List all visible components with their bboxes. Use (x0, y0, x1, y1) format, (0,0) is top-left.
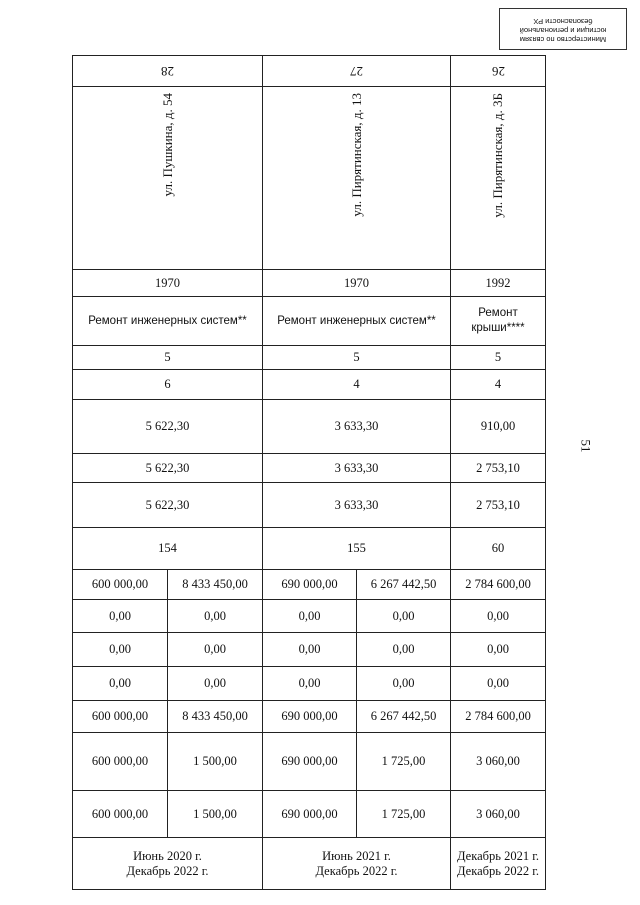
cost-cell: 690 000,00 (263, 791, 357, 838)
cost-cell: 6 267 442,50 (357, 570, 451, 600)
period-cell: Декабрь 2021 г. Декабрь 2022 г. (451, 838, 546, 890)
cost-cell: 0,00 (168, 600, 263, 633)
cost-cell: 600 000,00 (73, 733, 168, 791)
cost-cell: 0,00 (73, 667, 168, 701)
floors-cell: 5 (73, 346, 263, 370)
address-cell: ул. Пирятинская, д. 13 (263, 87, 451, 270)
floors-cell: 5 (451, 346, 546, 370)
column-number: 26 (451, 56, 546, 87)
table-row (73, 483, 546, 528)
stamp-line-1: Министерство по связям (519, 35, 607, 44)
cost-cell: 2 784 600,00 (451, 701, 546, 733)
cost-cell: 1 500,00 (168, 733, 263, 791)
cost-cell: 0,00 (263, 667, 357, 701)
entrances-cell: 4 (263, 370, 451, 400)
cost-cell: 1 725,00 (357, 791, 451, 838)
area-cell: 3 633,30 (263, 483, 451, 528)
entrances-cell: 6 (73, 370, 263, 400)
cost-cell: 0,00 (73, 633, 168, 667)
table-row (73, 346, 546, 370)
table-row (73, 791, 546, 838)
area-cell: 3 633,30 (263, 454, 451, 483)
table-row (73, 570, 546, 600)
area-cell: 3 633,30 (263, 400, 451, 454)
cost-cell: 0,00 (263, 600, 357, 633)
cost-cell: 1 725,00 (357, 733, 451, 791)
table-row (73, 87, 546, 270)
cost-cell: 3 060,00 (451, 733, 546, 791)
cost-cell: 8 433 450,00 (168, 570, 263, 600)
cost-cell: 2 784 600,00 (451, 570, 546, 600)
period-cell: Июнь 2021 г. Декабрь 2022 г. (263, 838, 451, 890)
table-row (73, 270, 546, 297)
cost-cell: 0,00 (451, 600, 546, 633)
cost-cell: 690 000,00 (263, 570, 357, 600)
cost-cell: 0,00 (357, 667, 451, 701)
cost-cell: 0,00 (168, 633, 263, 667)
table-row (73, 454, 546, 483)
area-cell: 5 622,30 (73, 483, 263, 528)
year-cell: 1970 (263, 270, 451, 297)
table-row (73, 600, 546, 633)
residents-cell: 155 (263, 528, 451, 570)
cost-cell: 0,00 (451, 633, 546, 667)
area-cell: 2 753,10 (451, 483, 546, 528)
column-number: 28 (73, 56, 263, 87)
floors-cell: 5 (263, 346, 451, 370)
cost-cell: 0,00 (357, 633, 451, 667)
work-type-cell: Ремонт инженерных систем** (263, 297, 451, 346)
residents-cell: 154 (73, 528, 263, 570)
cost-cell: 6 267 442,50 (357, 701, 451, 733)
registration-stamp (499, 8, 627, 50)
column-number: 27 (263, 56, 451, 87)
cost-cell: 0,00 (357, 600, 451, 633)
cost-cell: 1 500,00 (168, 791, 263, 838)
cost-cell: 3 060,00 (451, 791, 546, 838)
work-type-cell: Ремонт инженерных систем** (73, 297, 263, 346)
area-cell: 2 753,10 (451, 454, 546, 483)
table-row (73, 297, 546, 346)
table-row (73, 633, 546, 667)
address-cell: ул. Пушкина, д. 54 (73, 87, 263, 270)
cost-cell: 690 000,00 (263, 701, 357, 733)
table-row (73, 701, 546, 733)
table-row (73, 733, 546, 791)
stamp-line-3: безопасности РХ (533, 17, 593, 26)
cost-cell: 0,00 (451, 667, 546, 701)
table-row (73, 56, 546, 87)
cost-cell: 0,00 (263, 633, 357, 667)
work-type-cell: Ремонт крыши**** (451, 297, 546, 346)
table-row (73, 528, 546, 570)
year-cell: 1992 (451, 270, 546, 297)
area-cell: 910,00 (451, 400, 546, 454)
table-row (73, 667, 546, 701)
table-row (73, 400, 546, 454)
period-cell: Июнь 2020 г. Декабрь 2022 г. (73, 838, 263, 890)
year-cell: 1970 (73, 270, 263, 297)
cost-cell: 600 000,00 (73, 701, 168, 733)
stamp-line-2: юстиции и региональной (519, 26, 607, 35)
area-cell: 5 622,30 (73, 400, 263, 454)
cost-cell: 8 433 450,00 (168, 701, 263, 733)
entrances-cell: 4 (451, 370, 546, 400)
table-row (73, 370, 546, 400)
table-row (73, 838, 546, 890)
page-number: 51 (578, 439, 594, 453)
cost-cell: 0,00 (168, 667, 263, 701)
cost-cell: 690 000,00 (263, 733, 357, 791)
housing-repair-table (72, 55, 545, 878)
residents-cell: 60 (451, 528, 546, 570)
cost-cell: 0,00 (73, 600, 168, 633)
cost-cell: 600 000,00 (73, 570, 168, 600)
cost-cell: 600 000,00 (73, 791, 168, 838)
area-cell: 5 622,30 (73, 454, 263, 483)
address-cell: ул. Пирятинская, д. 3Б (451, 87, 546, 270)
